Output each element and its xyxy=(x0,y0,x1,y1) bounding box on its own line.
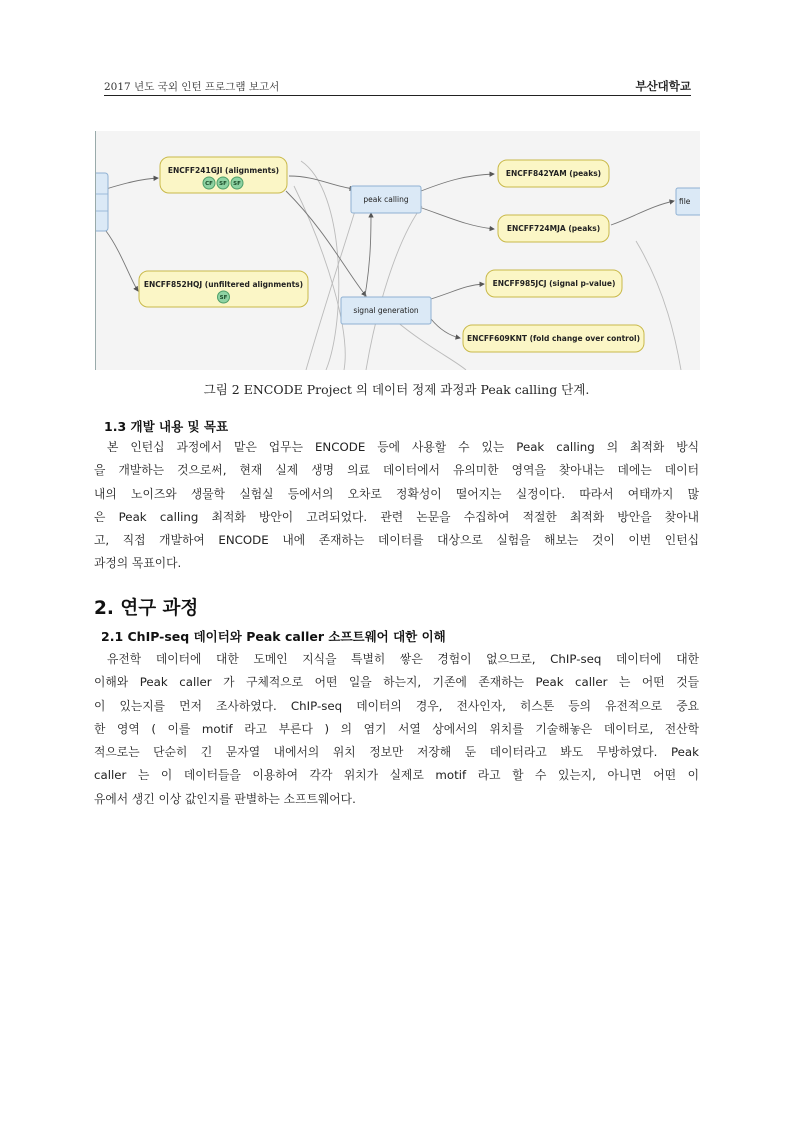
file-label: file xyxy=(679,197,691,206)
section-heading-2-1: 2.1 ChIP-seq 데이터와 Peak caller 소프트웨어 대한 이해 xyxy=(101,629,446,644)
edge-background xyxy=(396,321,466,370)
signal-pvalue-label: ENCFF985JCJ (signal p-value) xyxy=(492,279,616,288)
edge-peaks2-file xyxy=(611,201,674,225)
paragraph-line: 과정의 목표이다. xyxy=(94,556,182,571)
paragraph-line: caller 는 이 데이터들을 이용하여 각각 위치가 실제로 motif 라고 할 수 있는지, 아니면 어떤 이 xyxy=(94,768,699,783)
paragraph-line: 본 인턴십 과정에서 맡은 업무는 ENCODE 등에 사용할 수 있는 Peak calling 의 최적화 방식 xyxy=(107,440,699,454)
university-name: 부산대학교 xyxy=(635,79,691,93)
paragraph-line: 을 개발하는 것으로써, 현재 실제 생명 의료 데이터에서 유의미한 영역을 찾아내는 데에는 데이터 xyxy=(94,463,699,478)
paragraph-1-3 xyxy=(94,436,699,576)
unfiltered-alignments-label: ENCFF852HQJ (unfiltered alignments) xyxy=(143,280,304,289)
peak-calling-label: peak calling xyxy=(363,195,409,204)
signal-generation-label: signal generation xyxy=(353,306,419,315)
sf-badge-label: SF xyxy=(219,295,228,301)
edge-source-alignments xyxy=(106,178,158,189)
paragraph-line: 적으로는 단순히 긴 문자열 내에서의 위치 정보만 저장해 둔 데이터라고 봐도 무방하였다. Peak xyxy=(94,745,699,760)
paragraph-line: 이 있는지를 먼저 조사하였다. ChIP-seq 데이터의 경우, 전사인자, 히스톤 등의 유전적으로 중요 xyxy=(94,698,699,713)
page-header xyxy=(104,77,691,96)
edge-signal-pvalue xyxy=(431,284,484,299)
section-heading-1-3: 1.3 개발 내용 및 목표 xyxy=(104,419,229,434)
report-title: 2017 년도 국외 인턴 프로그램 보고서 xyxy=(104,81,280,93)
encode-pipeline-figure xyxy=(95,131,700,370)
edge-peakcalling-peaks1 xyxy=(416,174,494,193)
edge-background xyxy=(636,241,681,370)
cf-badge-label: CF xyxy=(205,181,213,187)
edge-source-unfiltered xyxy=(106,231,138,291)
sf-badge-label: SF xyxy=(233,181,241,187)
fold-change-label: ENCFF609KNT (fold change over control) xyxy=(466,334,641,343)
pipeline-diagram xyxy=(96,131,700,370)
peaks-label: ENCFF724MJA (peaks) xyxy=(506,224,601,233)
figure-caption: 그림 2 ENCODE Project 의 데이터 정제 과정과 Peak calling 단계. xyxy=(203,382,590,397)
paragraph-line: 내의 노이즈와 생물학 실험실 등에서의 오차로 정확성이 떨어지는 실정이다. 따라서 여태까지 많 xyxy=(94,486,699,501)
section-heading-2: 2. 연구 과정 xyxy=(94,598,199,619)
paragraph-line: 한 영역 ( 이를 motif 라고 부른다 ) 의 염기 서열 상에서의 위치를 기술해놓은 데이터로, 전산학 xyxy=(94,721,699,736)
sf-badge-label: SF xyxy=(219,181,227,187)
paragraph-line: 유전학 데이터에 대한 도메인 지식을 특별히 쌓은 경험이 없으므로, ChIP-seq 데이터에 대한 xyxy=(107,652,699,666)
edge-background xyxy=(301,161,339,370)
paragraph-2-1 xyxy=(94,648,699,811)
paragraph-line: 이해와 Peak caller 가 구체적으로 어떤 일을 하는지, 기존에 존재하는 Peak caller 는 어떤 것들 xyxy=(94,675,699,690)
edge-background xyxy=(306,201,358,370)
alignments-label: ENCFF241GJI (alignments) xyxy=(167,166,280,175)
paragraph-line: 은 Peak calling 최적화 방안이 고려되었다. 관련 논문을 수집하여 적절한 최적화 방안을 찾아내 xyxy=(94,509,699,524)
edge-peakcalling-peaks2 xyxy=(416,206,494,229)
source-node xyxy=(96,173,108,231)
paragraph-line: 고, 직접 개발하여 ENCODE 내에 존재하는 데이터를 대상으로 실험을 해보는 것이 이번 인턴십 xyxy=(94,533,699,548)
paragraph-line: 유에서 생긴 이상 값인지를 판별하는 소프트웨어다. xyxy=(94,791,356,806)
edge-signal-foldchange xyxy=(431,319,460,338)
edge-background xyxy=(366,206,422,370)
peaks-label: ENCFF842YAM (peaks) xyxy=(505,169,602,178)
